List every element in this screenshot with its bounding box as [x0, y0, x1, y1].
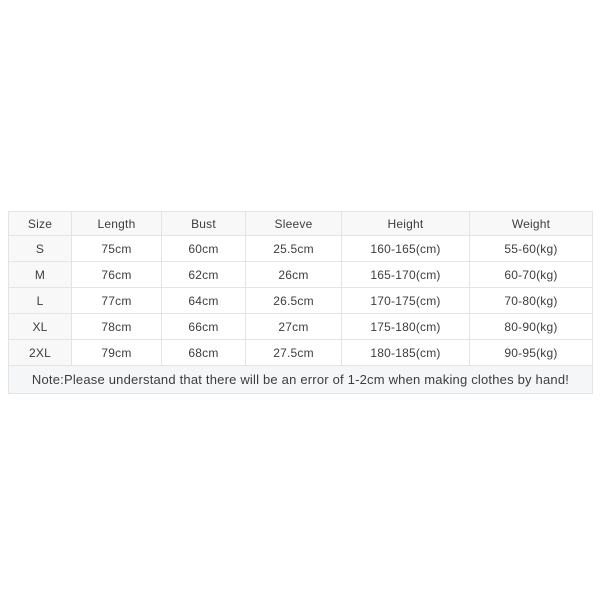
size-row-m: [9, 262, 593, 288]
measurement-cell: 66cm: [162, 314, 246, 340]
measurement-cell: 64cm: [162, 288, 246, 314]
size-row-l: [9, 288, 593, 314]
size-label-cell: M: [9, 262, 72, 288]
size-row-xl: [9, 314, 593, 340]
measurement-cell: 180-185(cm): [342, 340, 470, 366]
size-row-2xl: [9, 340, 593, 366]
size-chart-table: [8, 211, 593, 394]
size-label-cell: L: [9, 288, 72, 314]
measurement-cell: 26.5cm: [246, 288, 342, 314]
size-label-cell: 2XL: [9, 340, 72, 366]
measurement-cell: 27.5cm: [246, 340, 342, 366]
column-header-bust: Bust: [162, 212, 246, 236]
measurement-cell: 55-60(kg): [470, 236, 593, 262]
measurement-cell: 25.5cm: [246, 236, 342, 262]
size-chart-body: [9, 236, 593, 366]
measurement-cell: 70-80(kg): [470, 288, 593, 314]
column-header-size: Size: [9, 212, 72, 236]
column-header-weight: Weight: [470, 212, 593, 236]
measurement-cell: 77cm: [72, 288, 162, 314]
size-chart-note-row: [9, 366, 593, 394]
measurement-cell: 90-95(kg): [470, 340, 593, 366]
size-row-s: [9, 236, 593, 262]
measurement-cell: 78cm: [72, 314, 162, 340]
column-header-height: Height: [342, 212, 470, 236]
measurement-cell: 160-165(cm): [342, 236, 470, 262]
size-chart-header-row: [9, 212, 593, 236]
measurement-cell: 76cm: [72, 262, 162, 288]
measurement-cell: 62cm: [162, 262, 246, 288]
measurement-cell: 68cm: [162, 340, 246, 366]
column-header-sleeve: Sleeve: [246, 212, 342, 236]
measurement-cell: 80-90(kg): [470, 314, 593, 340]
measurement-cell: 26cm: [246, 262, 342, 288]
size-label-cell: S: [9, 236, 72, 262]
measurement-cell: 165-170(cm): [342, 262, 470, 288]
measurement-cell: 170-175(cm): [342, 288, 470, 314]
measurement-cell: 60cm: [162, 236, 246, 262]
column-header-length: Length: [72, 212, 162, 236]
measurement-cell: 60-70(kg): [470, 262, 593, 288]
size-chart-note: Note:Please understand that there will be an error of 1-2cm when making clothes by hand!: [9, 366, 593, 394]
measurement-cell: 27cm: [246, 314, 342, 340]
size-label-cell: XL: [9, 314, 72, 340]
measurement-cell: 75cm: [72, 236, 162, 262]
measurement-cell: 79cm: [72, 340, 162, 366]
measurement-cell: 175-180(cm): [342, 314, 470, 340]
